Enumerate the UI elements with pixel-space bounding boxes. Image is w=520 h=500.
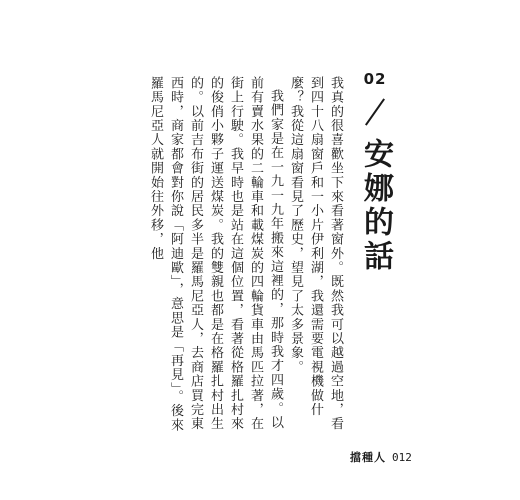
page-footer	[350, 449, 412, 465]
chapter-heading	[358, 70, 392, 274]
body-text	[143, 76, 345, 436]
chapter-divider	[365, 98, 385, 125]
page-number: 012	[392, 451, 412, 464]
paragraph: 我真的很喜歡坐下來看著窗外。既然我可以越過空地，看到四十八扇窗戶和一小片伊利湖，我還需要電視機做什麼？我從這扇窗看見了歷史，望見了太多景象。	[288, 76, 343, 431]
chapter-number: 02	[363, 70, 387, 88]
paragraph: 我們家是在一九一九年搬來這裡的，那時我才四歲。以前有賣水果的二輪車和載煤炭的四輪貨車由馬匹拉著，在街上行駛。我早時也是站在這個位置，看著從格羅扎村來的俊俏小夥子運送煤炭。我的雙親也都是在格羅扎村出生的。以前吉布街的居民多半是羅馬尼亞人，去商店買完東西時，商家都會對你說「阿迪歐」，意思是「再見」。後來羅馬尼亞人就開始往外移，他	[148, 76, 283, 433]
running-book-title: 擋種人	[350, 451, 386, 464]
chapter-title: 安娜的話	[358, 138, 393, 274]
